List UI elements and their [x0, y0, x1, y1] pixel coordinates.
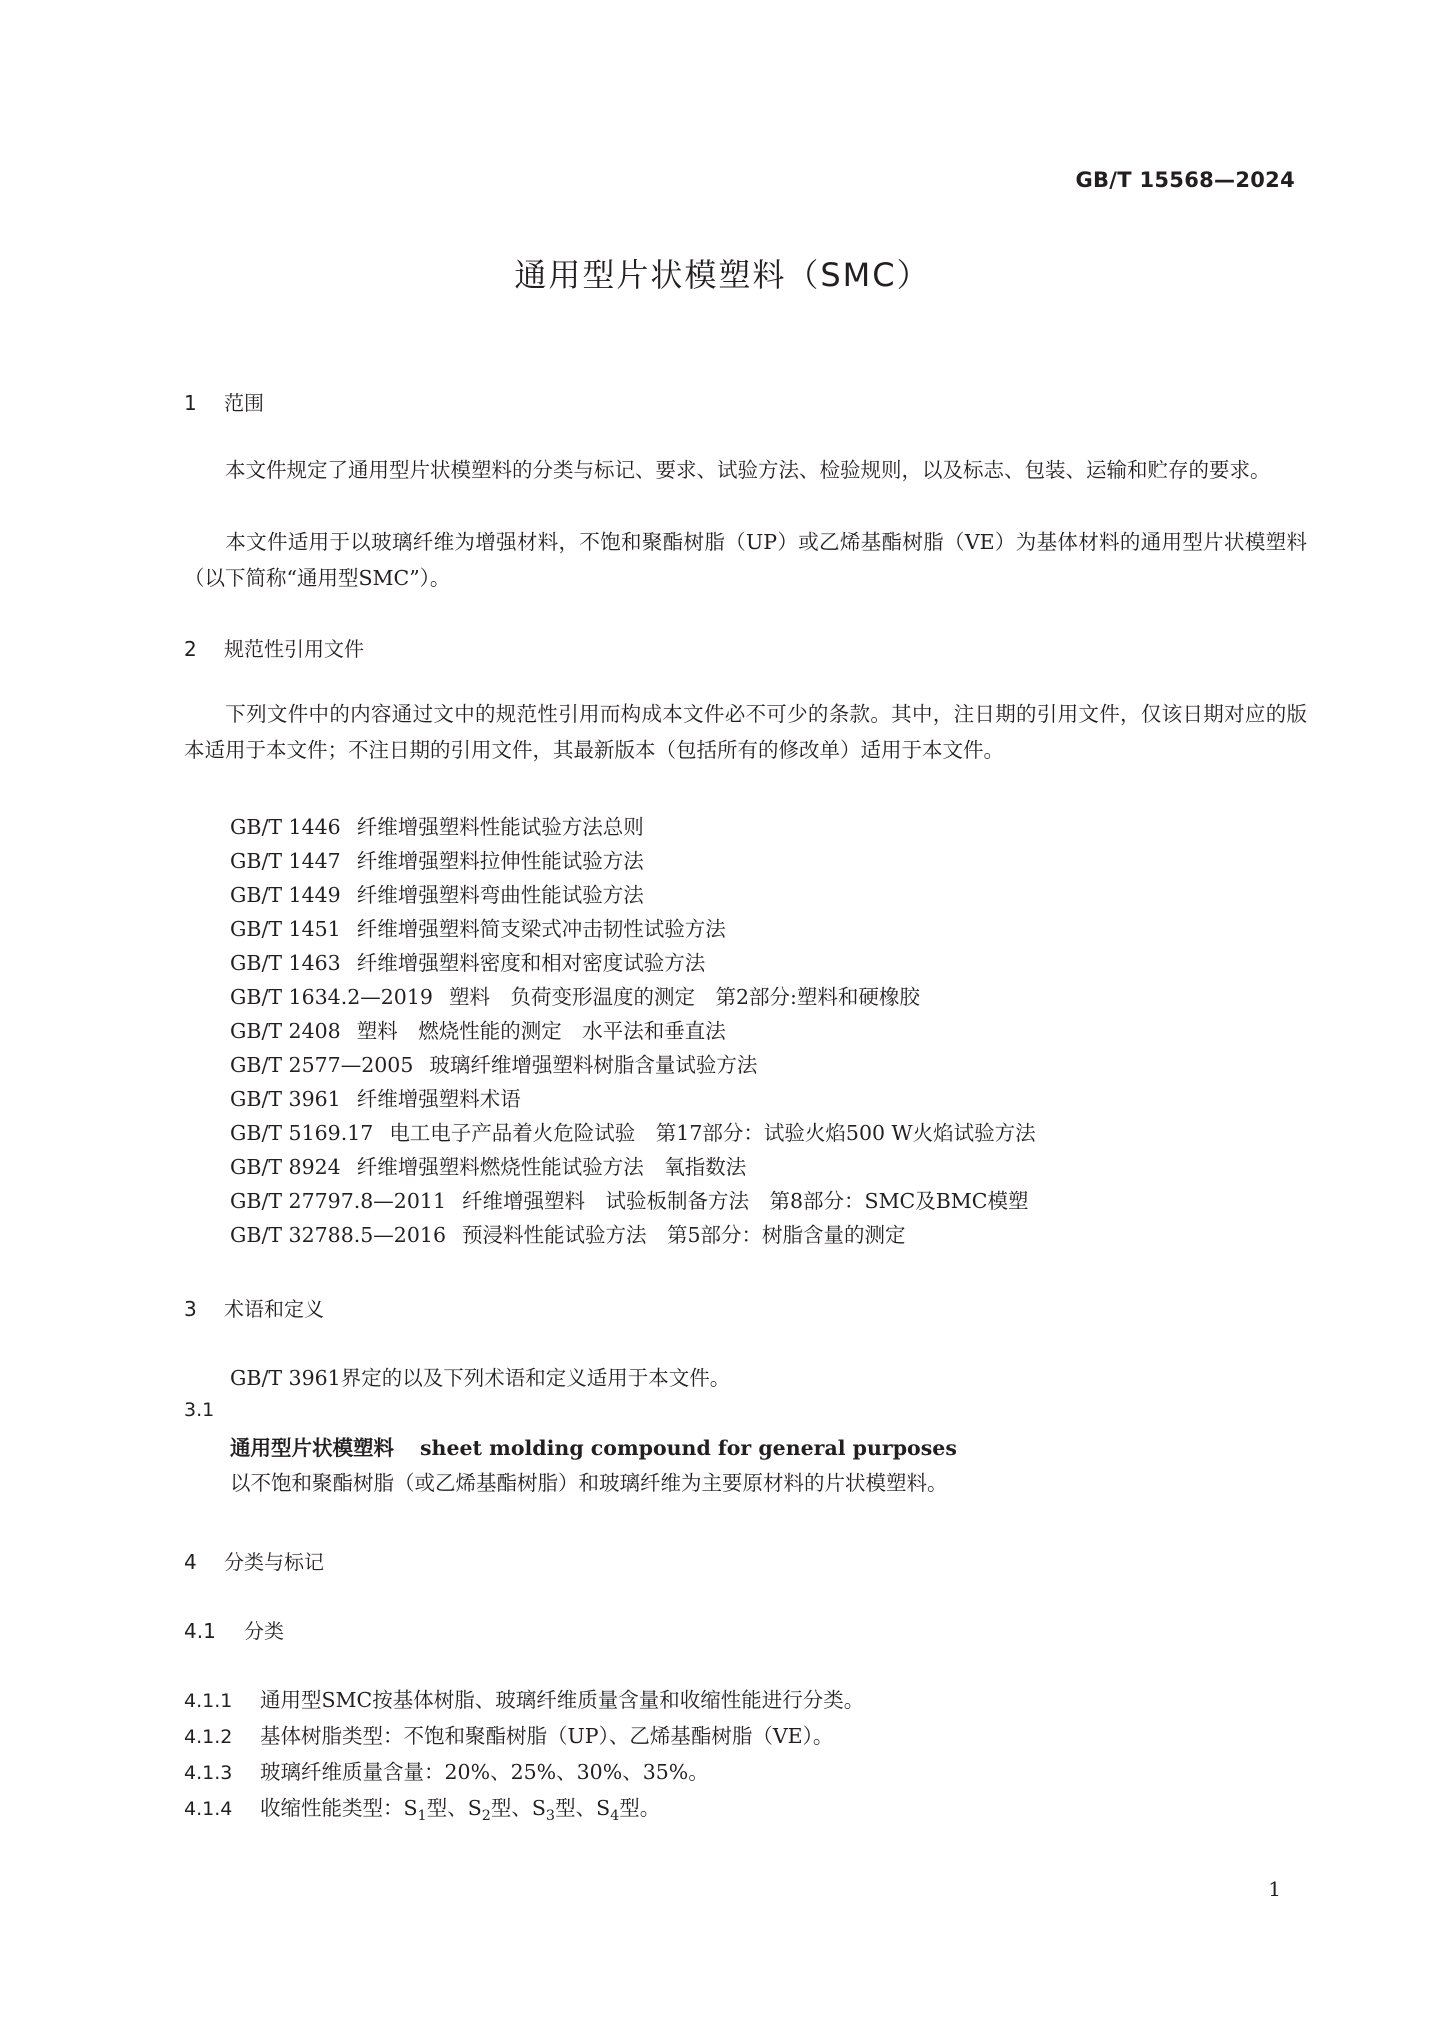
section-3-heading — [184, 1293, 324, 1322]
clause-number: 3.1 — [184, 1399, 215, 1421]
reference-code: GB/T 1451 — [230, 917, 341, 941]
clause-text: 通用型SMC按基体树脂、玻璃纤维质量含量和收缩性能进行分类。 — [260, 1688, 865, 1712]
reference-item — [230, 1116, 1036, 1146]
clause-text: 基体树脂类型：不饱和聚酯树脂（UP）、乙烯基酯树脂（VE）。 — [260, 1724, 834, 1748]
reference-code: GB/T 8924 — [230, 1155, 341, 1179]
section-1-heading — [184, 387, 264, 416]
subsection-title: 分类 — [244, 1619, 284, 1643]
reference-title: 塑料 负荷变形温度的测定 第2部分:塑料和硬橡胶 — [448, 985, 920, 1009]
section-2-heading — [184, 633, 364, 662]
reference-code: GB/T 1446 — [230, 815, 341, 839]
reference-code: GB/T 27797.8—2011 — [230, 1189, 446, 1213]
section-title: 术语和定义 — [224, 1297, 324, 1321]
section-number: 1 — [184, 391, 197, 415]
reference-item — [230, 980, 920, 1010]
reference-item — [230, 810, 644, 840]
section-title: 分类与标记 — [224, 1550, 324, 1574]
section-title: 范围 — [224, 391, 264, 415]
shrinkage-type: $S_4$型 — [596, 1796, 640, 1825]
reference-item — [230, 878, 644, 908]
reference-title: 预浸料性能试验方法 第5部分：树脂含量的测定 — [461, 1223, 906, 1247]
paragraph-text: 本文件适用于以玻璃纤维为增强材料，不饱和聚酯树脂（UP）或乙烯基酯树脂（VE）为基体材料的通用型片状模塑料（以下简称“通用型SMC”）。 — [184, 530, 1307, 590]
clause-text: 收缩性能类型：$S_1$型、$S_2$型、$S_3$型、$S_4$型。 — [260, 1796, 661, 1825]
clause-number: 4.1.3 — [184, 1762, 233, 1784]
reference-item — [230, 1048, 757, 1078]
reference-code: GB/T 1447 — [230, 849, 341, 873]
term-definition: 以不饱和聚酯树脂（或乙烯基酯树脂）和玻璃纤维为主要原材料的片状模塑料。 — [230, 1471, 948, 1495]
clause-4-1-3 — [184, 1755, 709, 1785]
scope-paragraph-1 — [184, 452, 1307, 488]
section-number: 2 — [184, 637, 197, 661]
document-title: 通用型片状模塑料（SMC） — [514, 256, 931, 294]
reference-title: 纤维增强塑料密度和相对密度试验方法 — [356, 951, 706, 975]
reference-item — [230, 912, 726, 942]
reference-code: GB/T 1449 — [230, 883, 341, 907]
reference-item — [230, 1014, 726, 1044]
clause-prefix: 收缩性能类型： — [260, 1796, 404, 1820]
reference-code: GB/T 32788.5—2016 — [230, 1223, 446, 1247]
reference-item — [230, 946, 705, 976]
clause-number: 4.1.2 — [184, 1726, 233, 1748]
reference-code: GB/T 1634.2—2019 — [230, 985, 433, 1009]
shrinkage-type: $S_3$型 — [531, 1796, 576, 1825]
reference-title: 纤维增强塑料拉伸性能试验方法 — [356, 849, 644, 873]
clause-number: 4.1.1 — [184, 1690, 233, 1712]
section-number: 4 — [184, 1550, 197, 1574]
reference-item — [230, 1150, 746, 1180]
page-number: 1 — [1268, 1877, 1281, 1901]
reference-title: 纤维增强塑料弯曲性能试验方法 — [356, 883, 644, 907]
reference-title: 玻璃纤维增强塑料树脂含量试验方法 — [429, 1053, 758, 1077]
reference-title: 纤维增强塑料术语 — [356, 1087, 521, 1111]
shrinkage-type: $S_1$型 — [403, 1796, 448, 1825]
scope-paragraph-2 — [184, 524, 1307, 596]
reference-item — [230, 1218, 906, 1248]
reference-item — [230, 1082, 521, 1112]
term-number — [184, 1397, 260, 1421]
clause-text: 玻璃纤维质量含量：20%、25%、30%、35%。 — [260, 1760, 709, 1784]
paragraph-text: 本文件规定了通用型片状模塑料的分类与标记、要求、试验方法、检验规则，以及标志、包装、运输和贮存的要求。 — [225, 458, 1271, 482]
reference-code: GB/T 3961 — [230, 1087, 341, 1111]
reference-title: 电工电子产品着火危险试验 第17部分：试验火焰500 W火焰试验方法 — [389, 1121, 1036, 1145]
clause-number: 4.1.4 — [184, 1798, 233, 1820]
references-intro-paragraph — [184, 696, 1307, 768]
reference-title: 纤维增强塑料性能试验方法总则 — [356, 815, 644, 839]
term-chinese: 通用型片状模塑料 — [230, 1436, 394, 1460]
standard-number: GB/T 15568—2024 — [1075, 168, 1295, 192]
paragraph-text: 下列文件中的内容通过文中的规范性引用而构成本文件必不可少的条款。其中，注日期的引用文件，仅该日期对应的版本适用于本文件；不注日期的引用文件，其最新版本（包括所有的修改单）适用于本文件。 — [184, 702, 1307, 762]
section-4-heading — [184, 1546, 324, 1575]
reference-title: 纤维增强塑料燃烧性能试验方法 氧指数法 — [356, 1155, 747, 1179]
clause-4-1-2 — [184, 1719, 833, 1749]
reference-code: GB/T 2577—2005 — [230, 1053, 414, 1077]
reference-item — [230, 844, 644, 874]
term-entry — [230, 1431, 957, 1461]
terms-intro: GB/T 3961界定的以及下列术语和定义适用于本文件。 — [230, 1366, 731, 1390]
shrinkage-type: $S_2$型 — [467, 1796, 512, 1825]
clause-4-1-1 — [184, 1683, 864, 1713]
reference-item — [230, 1184, 1029, 1214]
clause-4-1-4 — [184, 1791, 660, 1824]
reference-code: GB/T 1463 — [230, 951, 341, 975]
subsection-4-1-heading — [184, 1615, 284, 1644]
section-number: 3 — [184, 1297, 197, 1321]
reference-title: 纤维增强塑料 试验板制备方法 第8部分：SMC及BMC模塑 — [461, 1189, 1029, 1213]
reference-code: GB/T 2408 — [230, 1019, 341, 1043]
reference-title: 塑料 燃烧性能的测定 水平法和垂直法 — [356, 1019, 726, 1043]
term-english: sheet molding compound for general purposes — [420, 1436, 957, 1460]
reference-code: GB/T 5169.17 — [230, 1121, 374, 1145]
section-title: 规范性引用文件 — [224, 637, 364, 661]
subsection-number: 4.1 — [184, 1619, 216, 1643]
reference-title: 纤维增强塑料简支梁式冲击韧性试验方法 — [356, 917, 726, 941]
